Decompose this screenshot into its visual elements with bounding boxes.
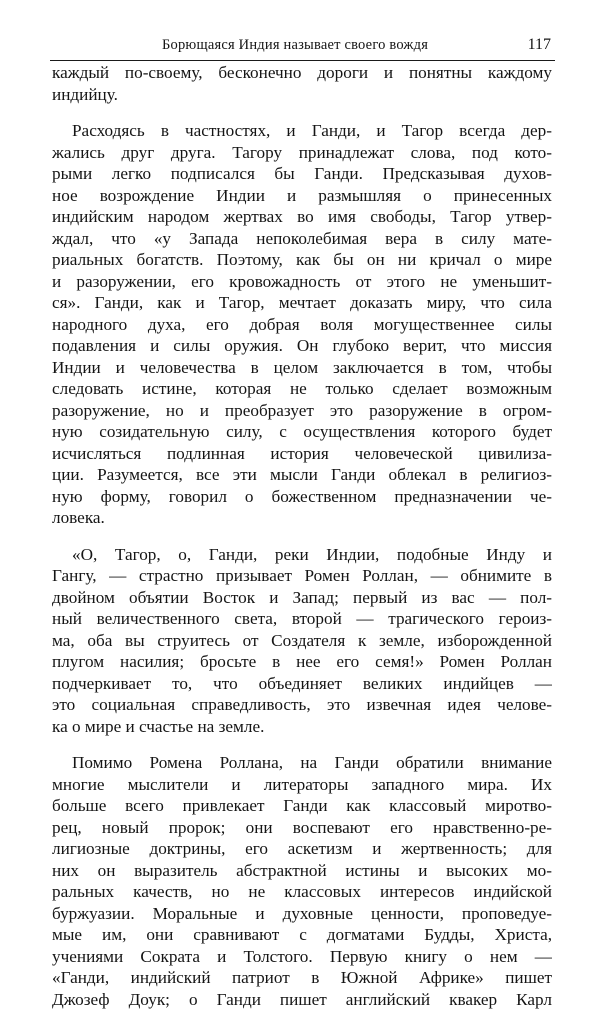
text-line: Джозеф Доук; о Ганди пишет английский квакер Карл [52,989,552,1010]
paragraph [52,62,552,105]
text-line: Помимо Ромена Роллана, на Ганди обратили внимание [52,752,552,774]
text-line: жались друг друга. Тагору принадлежат слова, под кото- [52,142,552,164]
text-line: индийцу. [52,84,552,106]
text-line: Индии и человечества в целом заключается в том, чтобы [52,357,552,379]
paragraph-gap [52,105,552,120]
paragraph [52,752,552,1010]
paragraph-gap [52,529,552,544]
text-line: ся». Ганди, как и Тагор, мечтает доказать миру, что сила [52,292,552,314]
text-line: народного духа, его добрая воля могущественнее силы [52,314,552,336]
text-line: следовать истине, которая не только сделает возможным [52,378,552,400]
text-line: буржуазии. Моральные и духовные ценности, проповедуе- [52,903,552,925]
text-line: ма, оба вы струитесь от Создателя к земле, изборожденной [52,630,552,652]
body-text [52,62,552,1010]
text-line: это социальная справедливость, это извечная идея челове- [52,694,552,716]
text-line: «Ганди, индийский патриот в Южной Африке» пишет [52,967,552,989]
text-line: мые им, они сравнивают с догматами Будды, Христа, [52,924,552,946]
text-line: многие мыслители и литераторы западного мира. Их [52,774,552,796]
text-line: каждый по-своему, бесконечно дороги и понятны каждому [52,62,552,84]
paragraph [52,120,552,529]
text-line: риальных богатств. Поэтому, как бы он ни кричал о мире [52,249,552,271]
text-line: разоружение, но и преобразует это разоружение в огром- [52,400,552,422]
text-line: исчисляться подлинная история человеческой цивилиза- [52,443,552,465]
text-line: ка о мире и счастье на земле. [52,716,552,738]
text-line: ную форму, говорил о божественном предназначении че- [52,486,552,508]
text-line: ральных качеств, но не классовых интересов индийской [52,881,552,903]
text-line: ции. Разумеется, все эти мысли Ганди облекал в религиоз- [52,464,552,486]
text-line: ловека. [52,507,552,529]
text-line: рец, новый пророк; они воспевают его нравственно-ре- [52,817,552,839]
text-line: ный величественного света, второй — трагического героиз- [52,608,552,630]
text-line: ждал, что «у Запада непоколебимая вера в силу мате- [52,228,552,250]
paragraph-gap [52,737,552,752]
running-head [50,32,555,61]
running-title: Борющаяся Индия называет своего вождя [162,37,428,54]
paragraph [52,544,552,738]
text-line: лигиозные доктрины, его аскетизм и жертвенность; для [52,838,552,860]
text-line: Расходясь в частностях, и Ганди, и Тагор всегда дер- [52,120,552,142]
text-line: Гангу, — страстно призывает Ромен Роллан, — обнимите в [52,565,552,587]
text-line: двойном объятии Восток и Запад; первый из вас — пол- [52,587,552,609]
text-line: плугом насилия; бросьте в нее его семя!» Ромен Роллан [52,651,552,673]
text-line: них он выразитель абстрактной истины и высоких мо- [52,860,552,882]
text-line: больше всего привлекает Ганди как классовый миротво- [52,795,552,817]
text-line: ное возрождение Индии и размышляя о принесенных [52,185,552,207]
page-number: 117 [528,36,551,54]
text-line: учениями Сократа и Толстого. Первую книгу о нем — [52,946,552,968]
text-line: «О, Тагор, о, Ганди, реки Индии, подобные Инду и [52,544,552,566]
text-line: подавления и силы оружия. Он глубоко верит, что миссия [52,335,552,357]
text-line: ную созидательную силу, с осуществления которого будет [52,421,552,443]
text-line: индийским народом жертвах во имя свободы, Тагор утвер- [52,206,552,228]
text-line: подчеркивает то, что объединяет великих индийцев — [52,673,552,695]
text-line: рыми легко подписался бы Ганди. Предсказывая духов- [52,163,552,185]
text-line: и разоружении, его кровожадность от этого не уменьшит- [52,271,552,293]
